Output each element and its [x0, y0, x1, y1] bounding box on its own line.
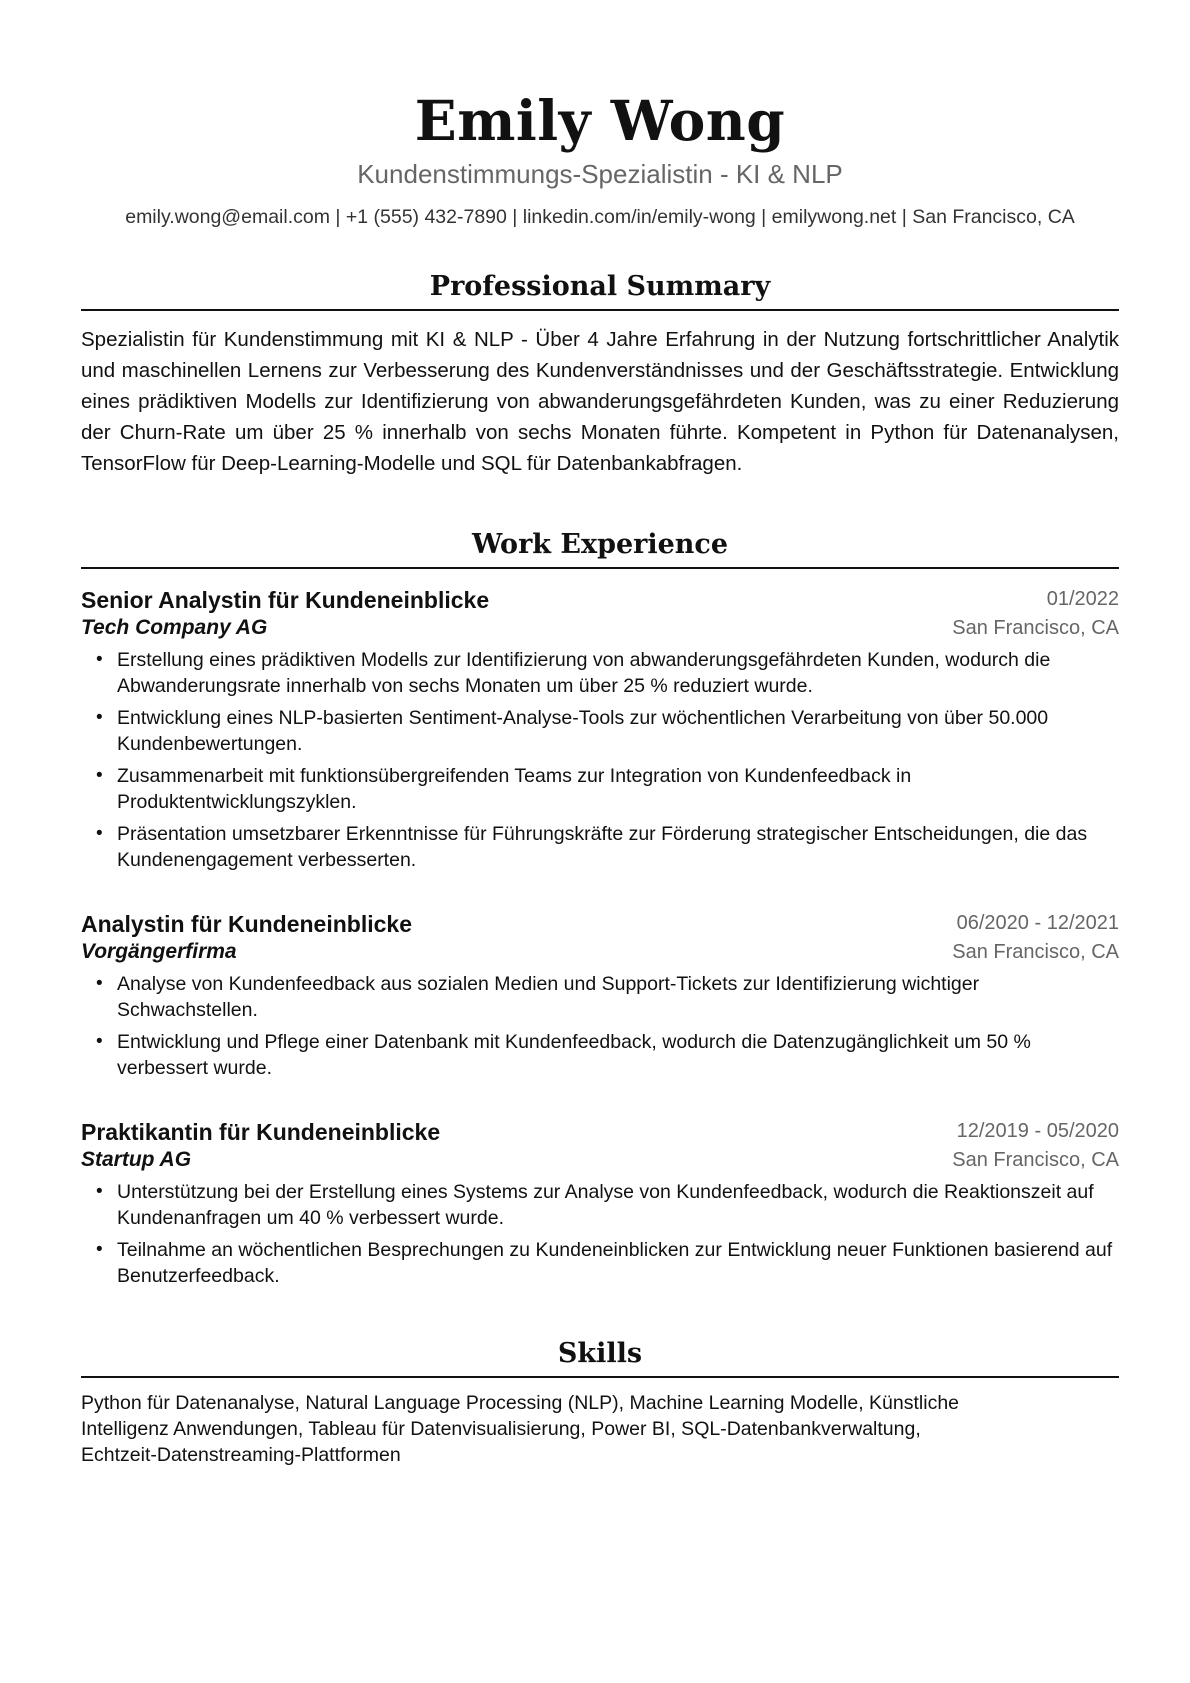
- job-dates: 01/2022: [1046, 588, 1119, 610]
- skills-heading: Skills: [81, 1336, 1119, 1378]
- job-bullet: • Unterstützung bei der Erstellung eines Systems zur Analyse von Kundenfeedback, wodurch die Reaktionszeit auf Kundenanfragen um 40 % verbessert wurde.: [117, 1179, 1119, 1231]
- job-header: [81, 909, 1119, 967]
- job-bullet: • Präsentation umsetzbarer Erkenntnisse für Führungskräfte zur Förderung strategischer Entscheidungen, die das Kundenengagement verbesserten.: [117, 821, 1119, 873]
- resume-page: [81, 0, 1119, 1468]
- candidate-headline: Kundenstimmungs-Spezialistin - KI & NLP: [357, 159, 843, 189]
- job-title: Praktikantin für Kundeneinblicke: [81, 1119, 441, 1145]
- summary-section: [81, 269, 1119, 479]
- contact-line: emily.wong@email.com | +1 (555) 432-7890 | linkedin.com/in/emily-wong | emilywong.net | San Francisco, CA: [125, 206, 1075, 228]
- job-header: [81, 1117, 1119, 1175]
- job-header: [81, 585, 1119, 643]
- resume-header: [81, 0, 1119, 230]
- work-experience-heading: Work Experience: [81, 527, 1119, 569]
- job-company: Vorgängerfirma: [81, 940, 237, 963]
- job-bullets: [81, 647, 1119, 873]
- job-location: San Francisco, CA: [952, 617, 1119, 639]
- job-bullet: • Entwicklung eines NLP-basierten Sentiment-Analyse-Tools zur wöchentlichen Verarbeitung von über 50.000 Kundenbewertungen.: [117, 705, 1119, 757]
- job-bullet: • Analyse von Kundenfeedback aus sozialen Medien und Support-Tickets zur Identifizierung wichtiger Schwachstellen.: [117, 971, 1119, 1023]
- work-experience-section: [81, 527, 1119, 1289]
- summary-text: Spezialistin für Kundenstimmung mit KI & NLP - Über 4 Jahre Erfahrung in der Nutzung fortschrittlicher Analytik und maschinellen Lernens zur Verbesserung des Kundenverständnisses und der Geschäftsstrategie. Entwicklung eines prädiktiven Modells zur Identifizierung von abwanderungsgefährdeten Kunden, was zu einer Reduzierung der Churn-Rate um über 25 % innerhalb von sechs Monaten führte. Kompetent in Python für Datenanalysen, TensorFlow für Deep-Learning-Modelle und SQL für Datenbankabfragen.: [81, 328, 1119, 475]
- candidate-name: Emily Wong: [414, 88, 786, 153]
- job-bullet: • Entwicklung und Pflege einer Datenbank mit Kundenfeedback, wodurch die Datenzugänglichkeit um 50 % verbessert wurde.: [117, 1029, 1119, 1081]
- job-bullets: [81, 1179, 1119, 1289]
- job-location: San Francisco, CA: [952, 941, 1119, 963]
- job-location: San Francisco, CA: [952, 1149, 1119, 1171]
- job-entry: [81, 909, 1119, 1081]
- job-dates: 12/2019 - 05/2020: [956, 1120, 1119, 1142]
- job-entry: [81, 1117, 1119, 1289]
- job-company: Startup AG: [81, 1148, 192, 1171]
- job-bullet: • Zusammenarbeit mit funktionsübergreifenden Teams zur Integration von Kundenfeedback in Produktentwicklungszyklen.: [117, 763, 1119, 815]
- job-title: Analystin für Kundeneinblicke: [81, 911, 412, 937]
- skills-section: [81, 1336, 1119, 1468]
- job-bullet: • Teilnahme an wöchentlichen Besprechungen zu Kundeneinblicken zur Entwicklung neuer Funktionen basierend auf Benutzerfeedback.: [117, 1237, 1119, 1289]
- job-dates: 06/2020 - 12/2021: [956, 912, 1119, 934]
- job-bullet: • Erstellung eines prädiktiven Modells zur Identifizierung von abwanderungsgefährdeten Kunden, wodurch die Abwanderungsrate innerhalb von sechs Monaten um über 25 % reduziert wurde.: [117, 647, 1119, 699]
- skills-text: Python für Datenanalyse, Natural Language Processing (NLP), Machine Learning Modelle, Künstliche Intelligenz Anwendungen, Tableau für Datenvisualisierung, Power BI, SQL-Datenbankverwaltung, Echtzeit-Datenstreaming-Plattformen: [81, 1392, 960, 1466]
- job-title: Senior Analystin für Kundeneinblicke: [81, 587, 490, 613]
- summary-heading: Professional Summary: [81, 269, 1119, 311]
- job-bullets: [81, 971, 1119, 1081]
- job-company: Tech Company AG: [81, 616, 268, 639]
- job-entry: [81, 585, 1119, 873]
